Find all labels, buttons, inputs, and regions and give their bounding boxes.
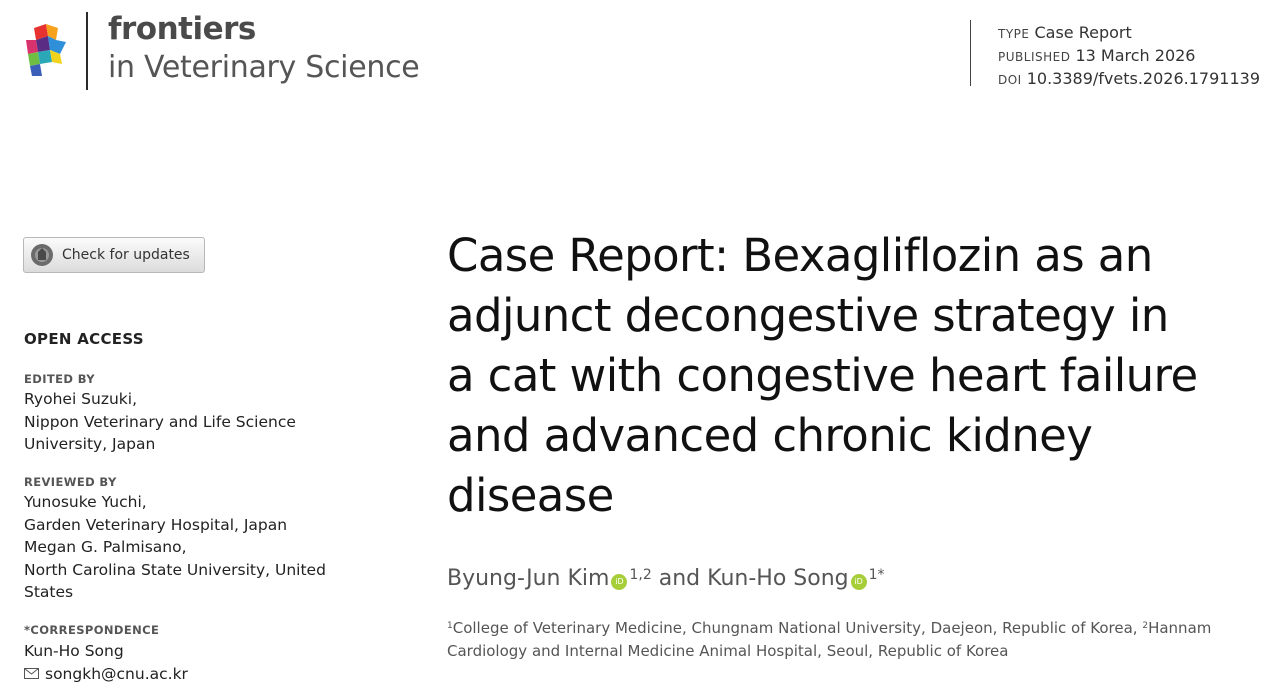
author-name-2[interactable]: Kun-Ho Song [707, 566, 849, 591]
correspondence-email-row [24, 663, 188, 686]
journal-name: in Veterinary Science [108, 50, 420, 85]
editor-line: University, Japan [24, 435, 156, 453]
affil-1-text: College of Veterinary Medicine, Chungnam National University, Daejeon, Republic of Korea, [452, 619, 1143, 637]
meta-published-value: 13 March 2026 [1075, 46, 1196, 65]
meta-divider [970, 20, 971, 86]
edited-by-label: EDITED BY [24, 372, 95, 386]
title-line: a cat with congestive heart failure [447, 349, 1198, 402]
title-line: and advanced chronic kidney [447, 409, 1093, 462]
correspondence-name: Kun-Ho Song [24, 642, 124, 660]
author-name-1[interactable]: Byung-Jun Kim [447, 566, 610, 591]
logo-divider [86, 12, 88, 90]
affil-1-sup: 1 [447, 621, 453, 631]
reviewer-info [24, 491, 326, 604]
meta-doi-label: DOI [998, 73, 1022, 87]
author-join: and [651, 566, 708, 591]
meta-type-label: TYPE [998, 27, 1030, 41]
editor-line: Nippon Veterinary and Life Science [24, 412, 296, 431]
title-line: disease [447, 469, 614, 522]
journal-brand[interactable] [108, 11, 420, 85]
author-list [447, 566, 885, 591]
affil-2-text: Hannam Cardiology and Internal Medicine Animal Hospital, Seoul, Republic of Korea [447, 619, 1212, 660]
correspondence-email-link[interactable]: songkh@cnu.ac.kr [45, 664, 188, 683]
check-updates-icon [30, 243, 54, 267]
meta-published-row [998, 45, 1260, 68]
title-line: adjunct decongestive strategy in [447, 289, 1169, 342]
orcid-icon[interactable]: iD [851, 574, 867, 590]
check-updates-label: Check for updates [62, 247, 190, 263]
reviewer-line: States [24, 583, 74, 601]
reviewer-line: Yunosuke Yuchi, [24, 493, 147, 511]
brand-name: frontiers [108, 11, 256, 47]
correspondence-info [24, 640, 188, 685]
envelope-icon [24, 668, 39, 679]
orcid-icon[interactable]: iD [611, 574, 627, 590]
check-for-updates-button[interactable] [23, 237, 205, 273]
author-1-affiliation-sup: 1,2 [629, 567, 652, 583]
meta-doi-row [998, 68, 1260, 91]
correspondence-label: *CORRESPONDENCE [24, 623, 160, 637]
reviewer-line: North Carolina State University, United [24, 560, 326, 579]
title-line: Case Report: Bexagliflozin as an [447, 229, 1153, 282]
affiliations [447, 615, 1263, 663]
meta-doi-value[interactable]: 10.3389/fvets.2026.1791139 [1026, 69, 1260, 88]
author-2-affiliation-sup: 1* [868, 567, 885, 583]
frontiers-logo [22, 22, 68, 78]
article-title [447, 226, 1267, 526]
reviewed-by-label: REVIEWED BY [24, 475, 117, 489]
affil-2-sup: 2 [1142, 621, 1149, 631]
editor-line: Ryohei Suzuki, [24, 390, 138, 408]
reviewer-line: Megan G. Palmisano, [24, 538, 187, 556]
meta-type-value: Case Report [1034, 23, 1132, 42]
meta-type-row [998, 22, 1260, 45]
editor-info [24, 388, 296, 456]
reviewer-line: Garden Veterinary Hospital, Japan [24, 515, 288, 534]
open-access-label: OPEN ACCESS [24, 330, 144, 348]
article-meta [998, 22, 1260, 91]
meta-published-label: PUBLISHED [998, 50, 1071, 64]
